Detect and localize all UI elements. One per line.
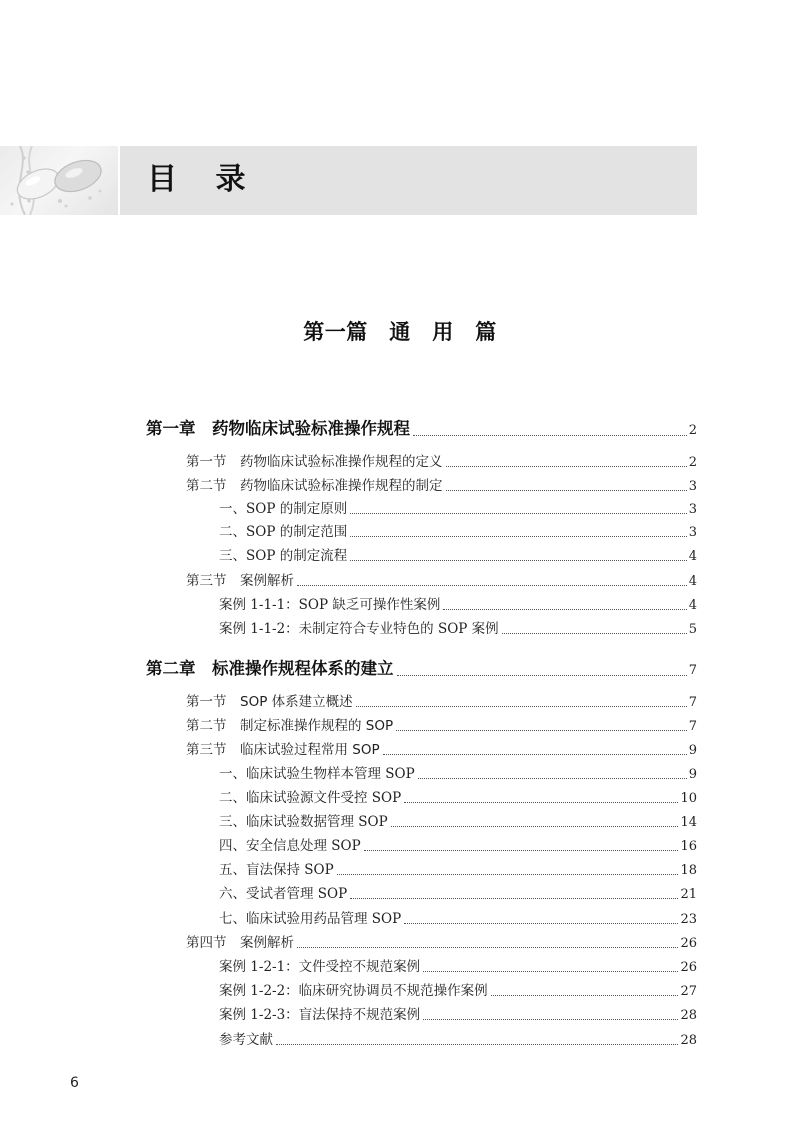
toc-entry-page: 10 xyxy=(680,791,697,806)
toc-dot-leader xyxy=(350,512,687,514)
toc-entry-title: 六、受试者管理 SOP xyxy=(219,886,348,902)
toc-entry-chapter[interactable] xyxy=(146,415,697,441)
toc-entry-title: 第二节 制定标准操作规程的 SOP xyxy=(186,718,394,734)
toc-entry-sub[interactable] xyxy=(219,834,697,856)
toc-entry-section[interactable] xyxy=(186,450,697,472)
toc-entry-page: 9 xyxy=(688,767,697,782)
toc-entry-page: 2 xyxy=(688,455,697,470)
page-number: 6 xyxy=(70,1075,79,1091)
toc-entry-section[interactable] xyxy=(186,569,697,591)
toc-dot-leader xyxy=(383,753,687,755)
toc-dot-leader xyxy=(423,1018,678,1020)
toc-entry-title: 四、安全信息处理 SOP xyxy=(219,838,361,854)
toc-entry-title: 参考文献 xyxy=(219,1032,273,1048)
toc-dot-leader xyxy=(396,729,687,731)
toc-entry-page: 16 xyxy=(680,839,697,854)
toc-dot-leader xyxy=(423,970,678,972)
toc-entry-title: 二、临床试验源文件受控 SOP xyxy=(219,790,402,806)
toc-entry-title: 第一节 药物临床试验标准操作规程的定义 xyxy=(186,454,443,470)
toc-entry-sub[interactable] xyxy=(219,955,697,977)
toc-entry-title: 案例 1-1-1：SOP 缺乏可操作性案例 xyxy=(219,597,441,613)
toc-entry-sub[interactable] xyxy=(219,544,697,566)
toc-dot-leader xyxy=(397,674,687,676)
toc-dot-leader xyxy=(356,705,687,707)
toc-entry-page: 4 xyxy=(688,598,697,613)
toc-entry-title: 第一节 SOP 体系建立概述 xyxy=(186,694,353,710)
toc-dot-leader xyxy=(391,825,679,827)
toc-dot-leader xyxy=(350,559,687,561)
toc-entry-sub[interactable] xyxy=(219,1003,697,1025)
toc-entry-sub[interactable] xyxy=(219,520,697,542)
toc-dot-leader xyxy=(350,897,678,899)
toc-entry-title: 第一章 药物临床试验标准操作规程 xyxy=(146,419,410,438)
toc-entry-page: 2 xyxy=(688,423,697,438)
toc-dot-leader xyxy=(502,632,687,634)
toc-dot-leader xyxy=(337,873,679,875)
toc-entry-page: 5 xyxy=(688,622,697,637)
toc-entry-chapter[interactable] xyxy=(146,655,697,681)
toc-entry-page: 3 xyxy=(688,525,697,540)
toc-entry-sub[interactable] xyxy=(219,858,697,880)
toc-entry-page: 26 xyxy=(680,936,697,951)
toc-entry-title: 三、临床试验数据管理 SOP xyxy=(219,814,388,830)
toc-dot-leader xyxy=(404,801,678,803)
toc-dot-leader xyxy=(364,849,679,851)
toc-dot-leader xyxy=(446,489,687,491)
toc-entry-page: 7 xyxy=(688,663,697,678)
toc-entry-title: 三、SOP 的制定流程 xyxy=(219,548,348,564)
toc-entry-sub[interactable] xyxy=(219,1028,697,1050)
toc-entry-section[interactable] xyxy=(186,474,697,496)
toc-entry-page: 18 xyxy=(680,863,697,878)
toc-entry-title: 第二节 药物临床试验标准操作规程的制定 xyxy=(186,478,443,494)
toc-entry-title: 一、临床试验生物样本管理 SOP xyxy=(219,766,415,782)
toc-entry-title: 五、盲法保持 SOP xyxy=(219,862,334,878)
toc-dot-leader xyxy=(443,608,686,610)
toc-dot-leader xyxy=(404,922,678,924)
toc-entry-title: 第三节 临床试验过程常用 SOP xyxy=(186,742,380,758)
toc-entry-page: 21 xyxy=(680,887,697,902)
toc-dot-leader xyxy=(418,777,687,779)
toc-entry-title: 七、临床试验用药品管理 SOP xyxy=(219,911,402,927)
toc-entry-page: 23 xyxy=(680,912,697,927)
toc-entry-page: 27 xyxy=(680,984,697,999)
toc-entry-title: 第二章 标准操作规程体系的建立 xyxy=(146,659,394,678)
toc-dot-leader xyxy=(491,994,679,996)
toc-entry-section[interactable] xyxy=(186,738,697,760)
toc-entry-page: 9 xyxy=(688,743,697,758)
toc-entry-title: 案例 1-2-2：临床研究协调员不规范操作案例 xyxy=(219,983,488,999)
toc-entry-title: 案例 1-1-2：未制定符合专业特色的 SOP 案例 xyxy=(219,621,499,637)
toc-entry-page: 7 xyxy=(688,719,697,734)
toc-dot-leader xyxy=(297,584,687,586)
toc-entry-sub[interactable] xyxy=(219,593,697,615)
toc-dot-leader xyxy=(446,465,687,467)
page-title: 目 录 xyxy=(147,162,260,197)
toc-dot-leader xyxy=(350,535,687,537)
toc-entry-title: 二、SOP 的制定范围 xyxy=(219,524,348,540)
toc-entry-page: 14 xyxy=(680,815,697,830)
toc-entry-title: 一、SOP 的制定原则 xyxy=(219,501,348,517)
toc-entry-sub[interactable] xyxy=(219,907,697,929)
toc-entry-section[interactable] xyxy=(186,690,697,712)
toc-entry-page: 3 xyxy=(688,479,697,494)
toc-entry-sub[interactable] xyxy=(219,617,697,639)
part-title: 第一篇 通 用 篇 xyxy=(303,320,497,344)
toc-entry-page: 28 xyxy=(680,1008,697,1023)
toc-dot-leader xyxy=(276,1043,678,1045)
toc-entry-title: 案例 1-2-1：文件受控不规范案例 xyxy=(219,959,421,975)
toc-dot-leader xyxy=(297,946,678,948)
toc-entry-page: 3 xyxy=(688,502,697,517)
toc-entry-page: 26 xyxy=(680,960,697,975)
toc-entry-page: 28 xyxy=(680,1033,697,1048)
toc-entry-title: 第三节 案例解析 xyxy=(186,573,294,589)
toc-entry-sub[interactable] xyxy=(219,810,697,832)
toc-entry-sub[interactable] xyxy=(219,497,697,519)
toc-entry-sub[interactable] xyxy=(219,882,697,904)
toc-entry-title: 第四节 案例解析 xyxy=(186,935,294,951)
toc-dot-leader xyxy=(413,434,687,436)
toc-entry-sub[interactable] xyxy=(219,979,697,1001)
toc-entry-title: 案例 1-2-3：盲法保持不规范案例 xyxy=(219,1007,421,1023)
toc-entry-section[interactable] xyxy=(186,931,697,953)
toc-entry-page: 4 xyxy=(688,574,697,589)
toc-entry-section[interactable] xyxy=(186,714,697,736)
toc-entry-sub[interactable] xyxy=(219,786,697,808)
toc-entry-page: 4 xyxy=(688,549,697,564)
toc-entry-sub[interactable] xyxy=(219,762,697,784)
toc-entry-page: 7 xyxy=(688,695,697,710)
